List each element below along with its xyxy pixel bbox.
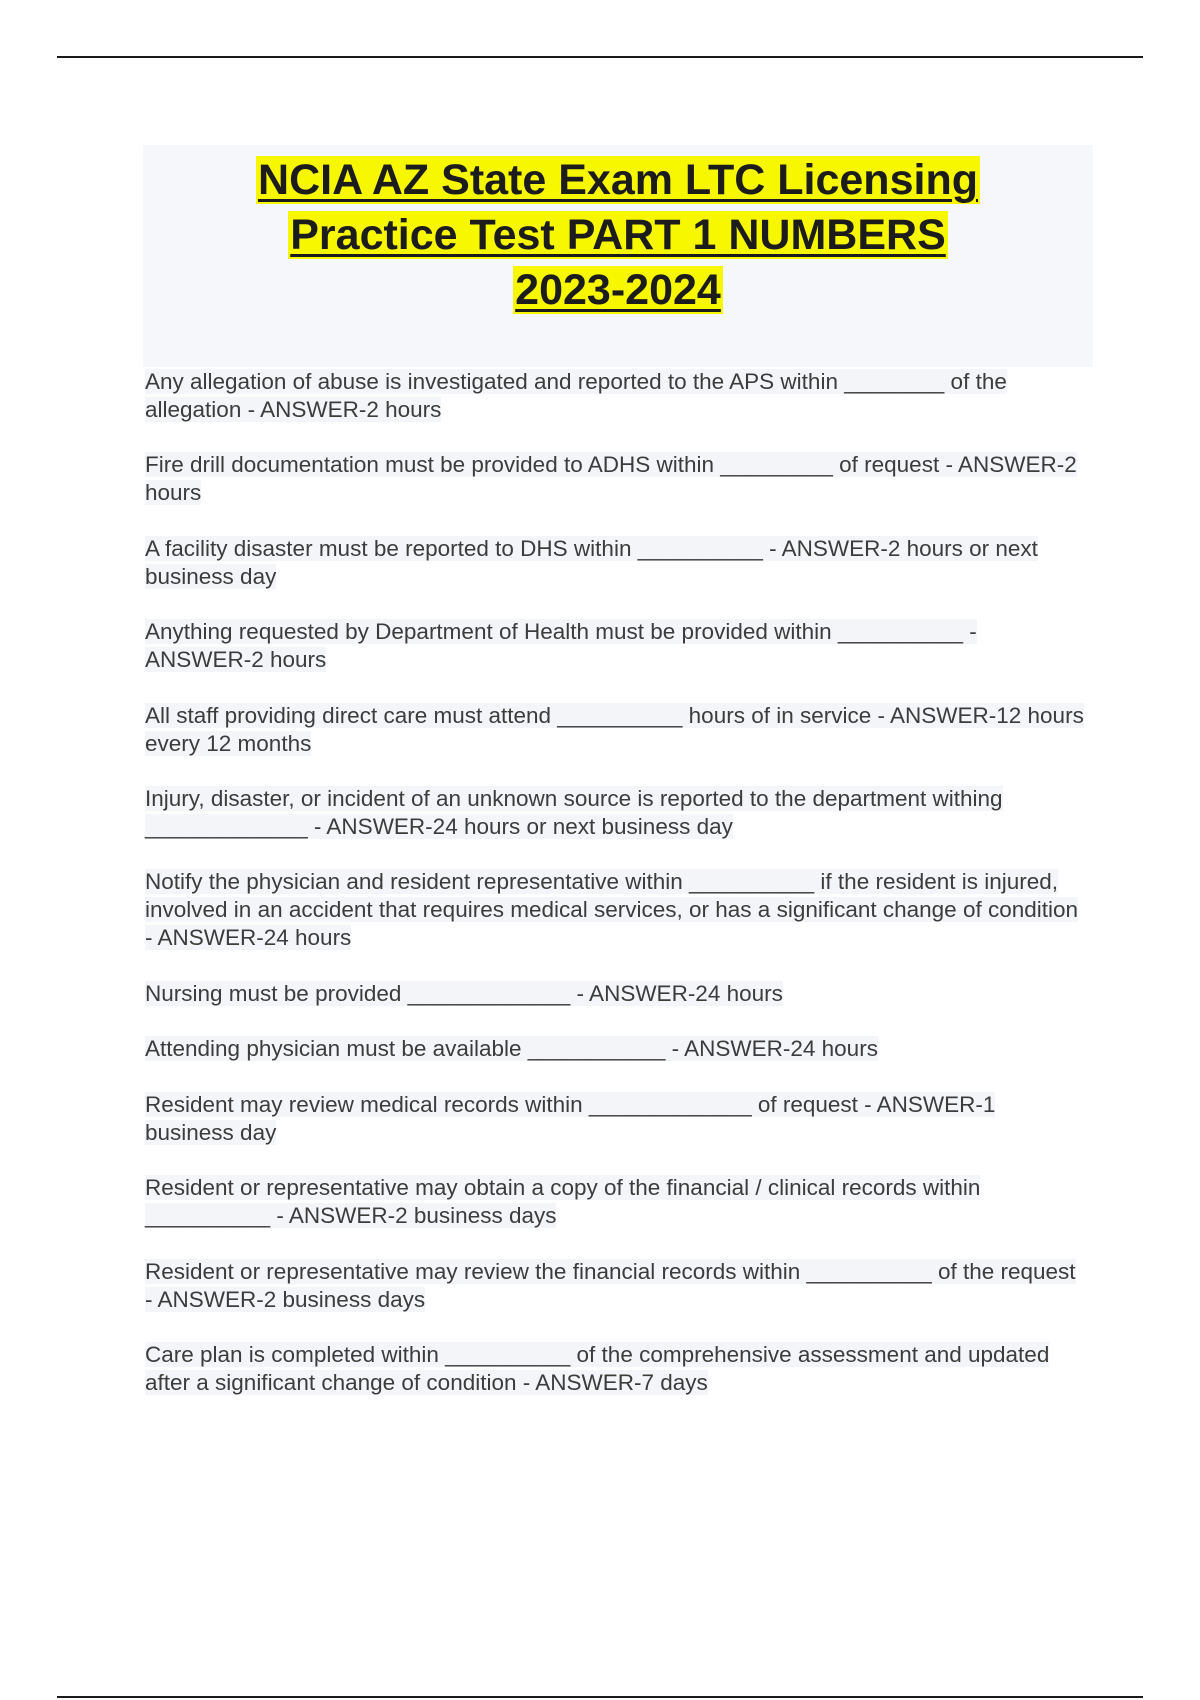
question-item-13: Care plan is completed within __________ of the comprehensive assessment and updated after a significant change of condition - ANSWER-7 days [145,1342,1050,1395]
question-item-9: Attending physician must be available ___________ - ANSWER-24 hours [145,1036,878,1061]
question-item-5: All staff providing direct care must attend __________ hours of in service - ANSWER-12 hours every 12 months [145,703,1084,756]
title-line-3: 2023-2024 [515,266,721,314]
question-item-3: A facility disaster must be reported to DHS within __________ - ANSWER-2 hours or next business day [145,536,1038,589]
question-item-6: Injury, disaster, or incident of an unknown source is reported to the department withing _____________ - ANSWER-24 hours or next business day [145,786,1003,839]
bottom-divider [57,1696,1143,1698]
title-block [143,145,1093,367]
top-divider [57,56,1143,58]
question-item-10: Resident may review medical records within _____________ of request - ANSWER-1 business day [145,1092,996,1145]
document-title [143,153,1093,318]
title-line-2: Practice Test PART 1 NUMBERS [290,211,946,259]
question-item-8: Nursing must be provided _____________ - ANSWER-24 hours [145,981,783,1006]
question-item-4: Anything requested by Department of Health must be provided within __________ - ANSWER-2 hours [145,619,977,672]
question-item-1: Any allegation of abuse is investigated and reported to the APS within ________ of the allegation - ANSWER-2 hours [145,369,1007,422]
question-item-7: Notify the physician and resident representative within __________ if the resident is injured, involved in an accident that requires medical services, or has a significant change of condition - ANSWER-24 hours [145,869,1079,950]
question-item-11: Resident or representative may obtain a copy of the financial / clinical records within __________ - ANSWER-2 business days [145,1175,981,1228]
question-item-2: Fire drill documentation must be provided to ADHS within _________ of request - ANSWER-2 hours [145,452,1077,505]
title-line-1: NCIA AZ State Exam LTC Licensing [258,156,978,204]
question-item-12: Resident or representative may review the financial records within __________ of the request - ANSWER-2 business days [145,1259,1076,1312]
